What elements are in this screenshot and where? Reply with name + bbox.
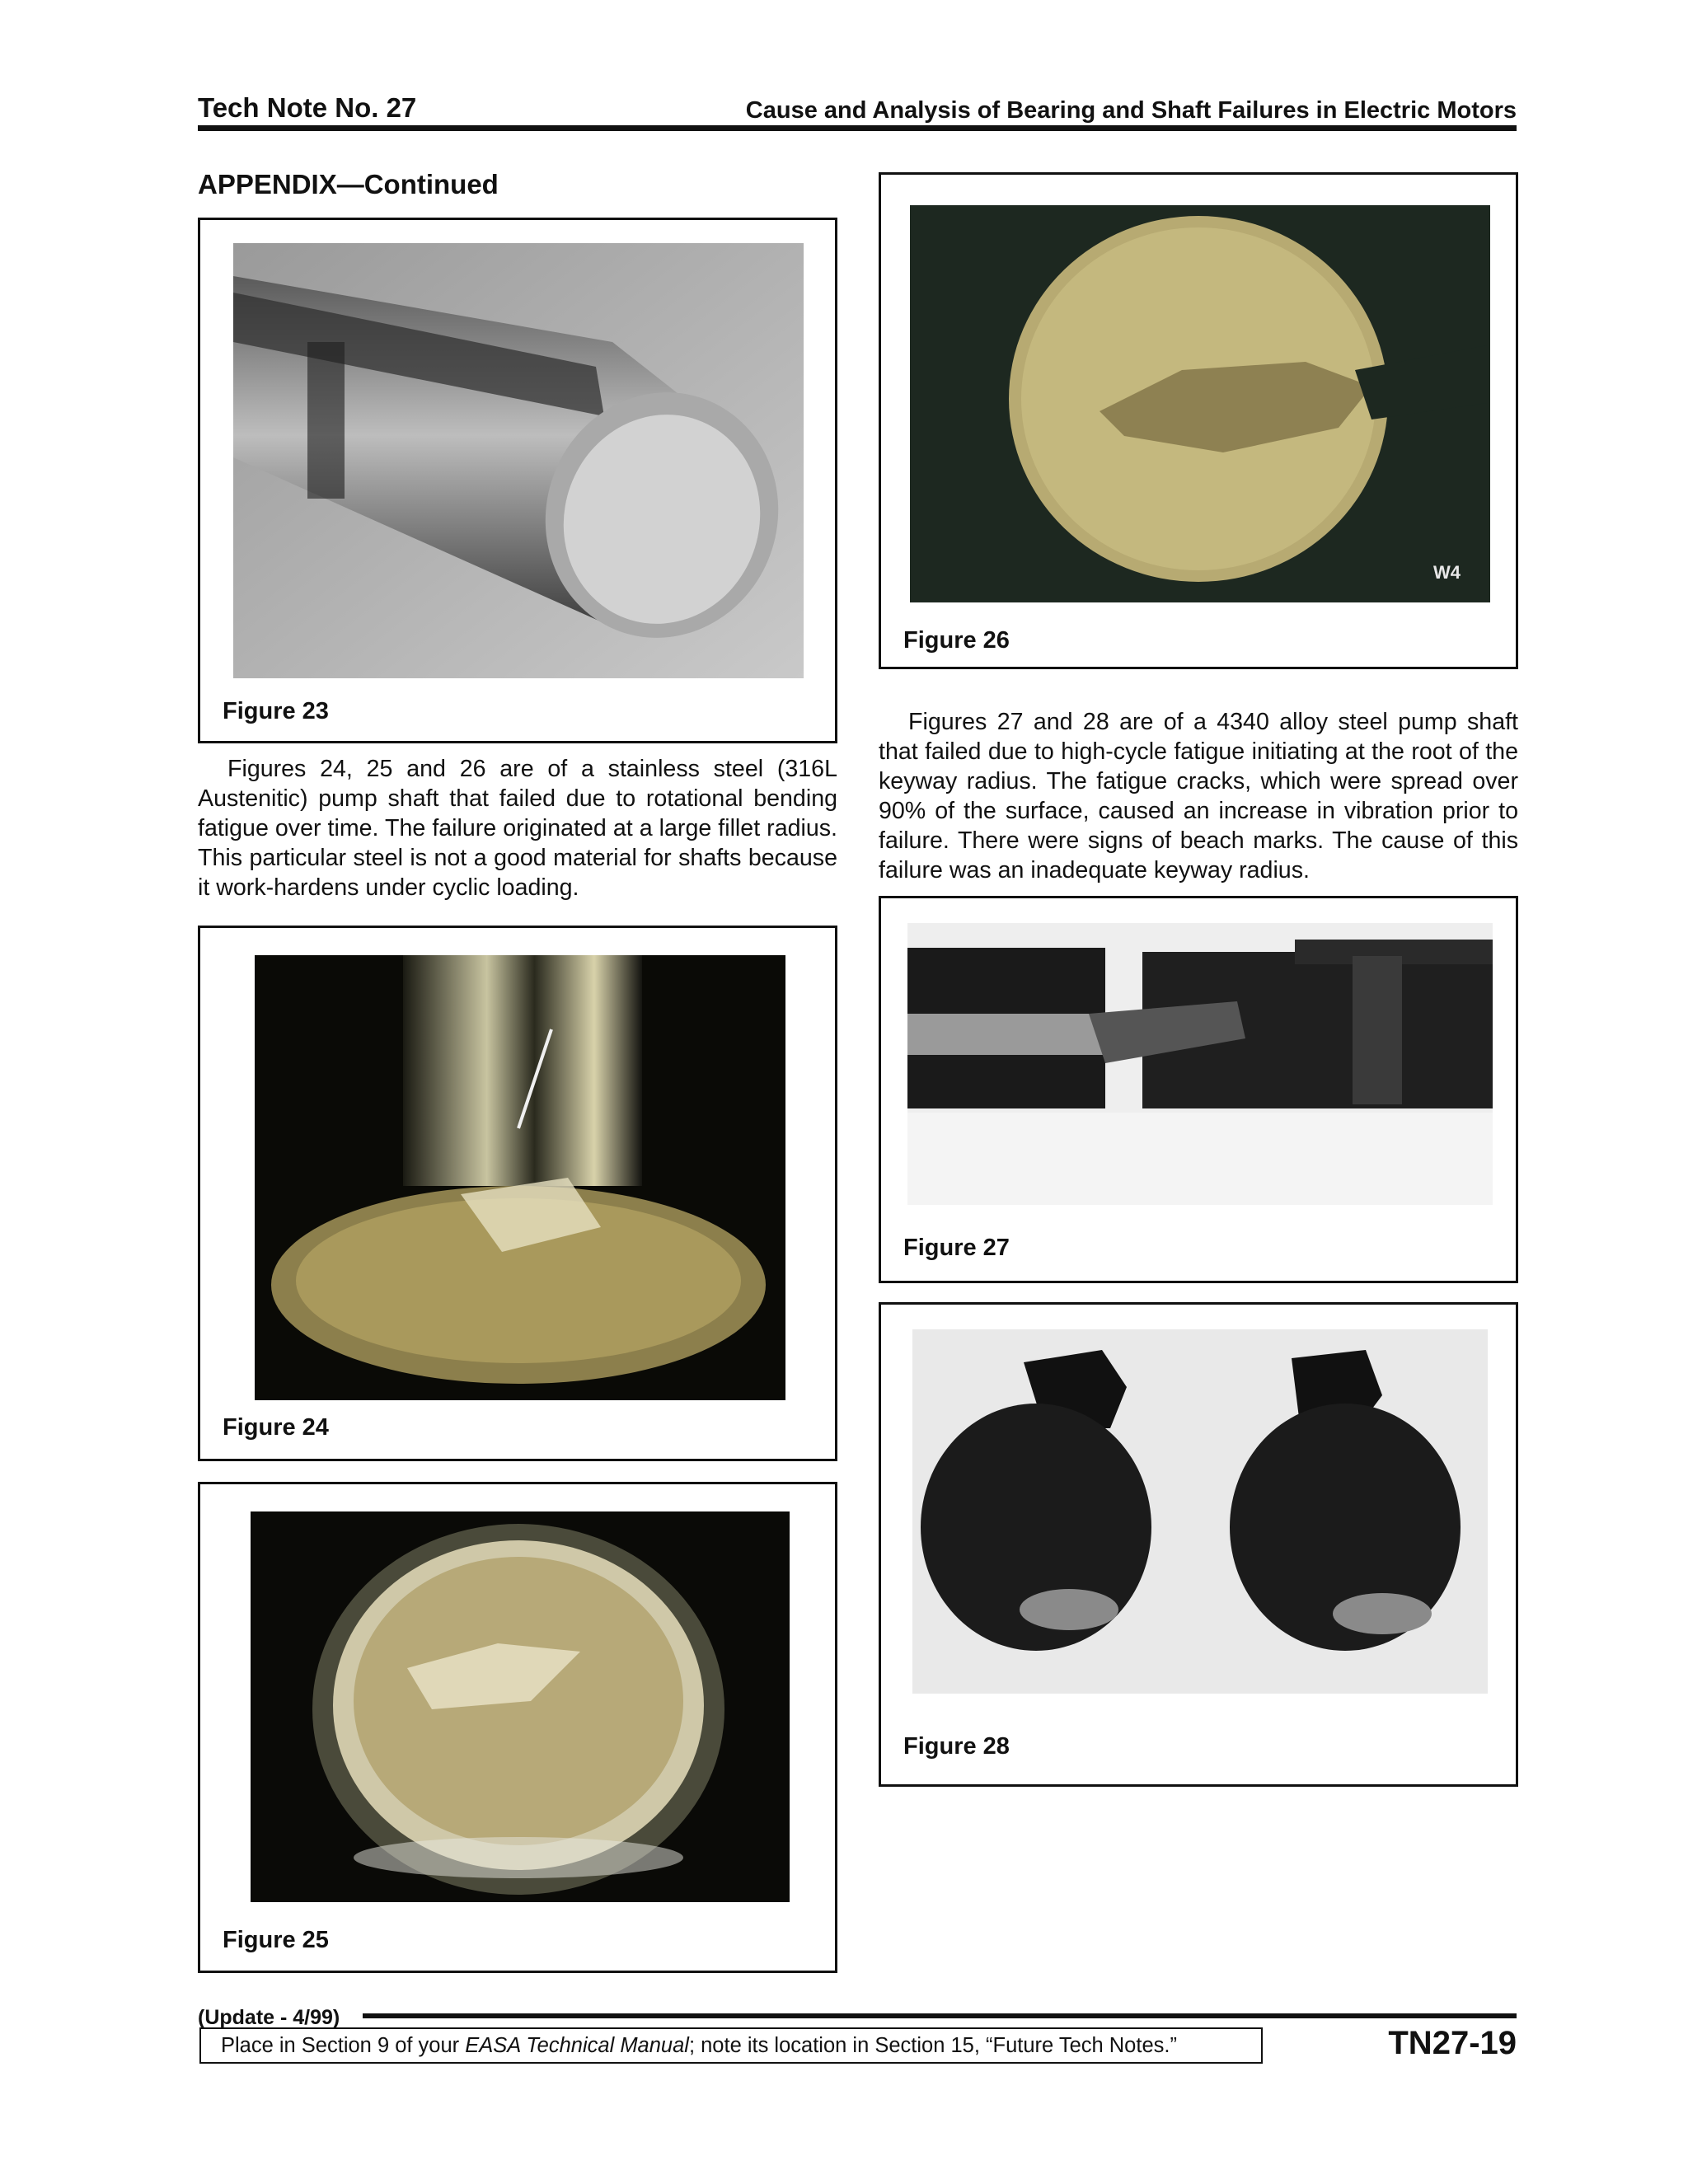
figure-27-caption: Figure 27 — [903, 1235, 1010, 1261]
figure-28-photo — [912, 1329, 1488, 1694]
figure-26-photo — [910, 205, 1490, 602]
figure-26-mark: W4 — [1433, 562, 1461, 583]
page-number: TN27-19 — [1388, 2025, 1517, 2061]
figure-28-box — [879, 1302, 1518, 1787]
header-rule — [198, 125, 1517, 131]
section-heading: APPENDIX—Continued — [198, 169, 499, 199]
figure-24-photo — [255, 955, 785, 1400]
paragraph-figures-24-26 — [198, 754, 837, 902]
figure-23-caption: Figure 23 — [223, 698, 329, 724]
tech-note-number: Tech Note No. 27 — [198, 92, 417, 123]
filing-instruction-start: Place in Section 9 of your — [221, 2034, 466, 2057]
figure-23-photo — [233, 243, 804, 678]
paragraph-text: Figures 24, 25 and 26 are of a stainless steel (316L Austenitic) pump shaft that failed due to rotational bending fatigue over time. The failure originated at a large fillet radius. This particular steel is not a good material for shafts because it work-hardens under cyclic loading. — [198, 756, 837, 901]
figure-25-box — [198, 1482, 837, 1973]
paragraph-text: Figures 27 and 28 are of a 4340 alloy steel pump shaft that failed due to high-cycle fatigue initiating at the root of the keyway radius. The fatigue cracks, which were spread over 90% of the surface, caused an increase in vibration prior to failure. There were signs of beach marks. The cause of this failure was an inadequate keyway radius. — [879, 709, 1518, 883]
figure-26-box — [879, 172, 1518, 669]
figure-26-caption: Figure 26 — [903, 627, 1010, 654]
paragraph-figures-27-28 — [879, 707, 1518, 885]
filing-instruction — [199, 2027, 1263, 2064]
figure-28-caption: Figure 28 — [903, 1733, 1010, 1760]
filing-instruction-end: ; note its location in Section 15, “Future Tech Notes.” — [688, 2034, 1177, 2057]
figure-24-box — [198, 926, 837, 1461]
figure-27-photo — [907, 923, 1493, 1205]
footer-rule — [363, 2013, 1517, 2018]
figure-25-caption: Figure 25 — [223, 1927, 329, 1953]
figure-24-caption: Figure 24 — [223, 1414, 329, 1441]
update-date: (Update - 4/99) — [198, 2006, 340, 2029]
figure-27-box — [879, 896, 1518, 1283]
figure-25-photo — [251, 1511, 790, 1902]
document-title: Cause and Analysis of Bearing and Shaft Failures in Electric Motors — [745, 97, 1517, 124]
manual-title: EASA Technical Manual — [465, 2034, 689, 2057]
figure-23-box — [198, 218, 837, 743]
